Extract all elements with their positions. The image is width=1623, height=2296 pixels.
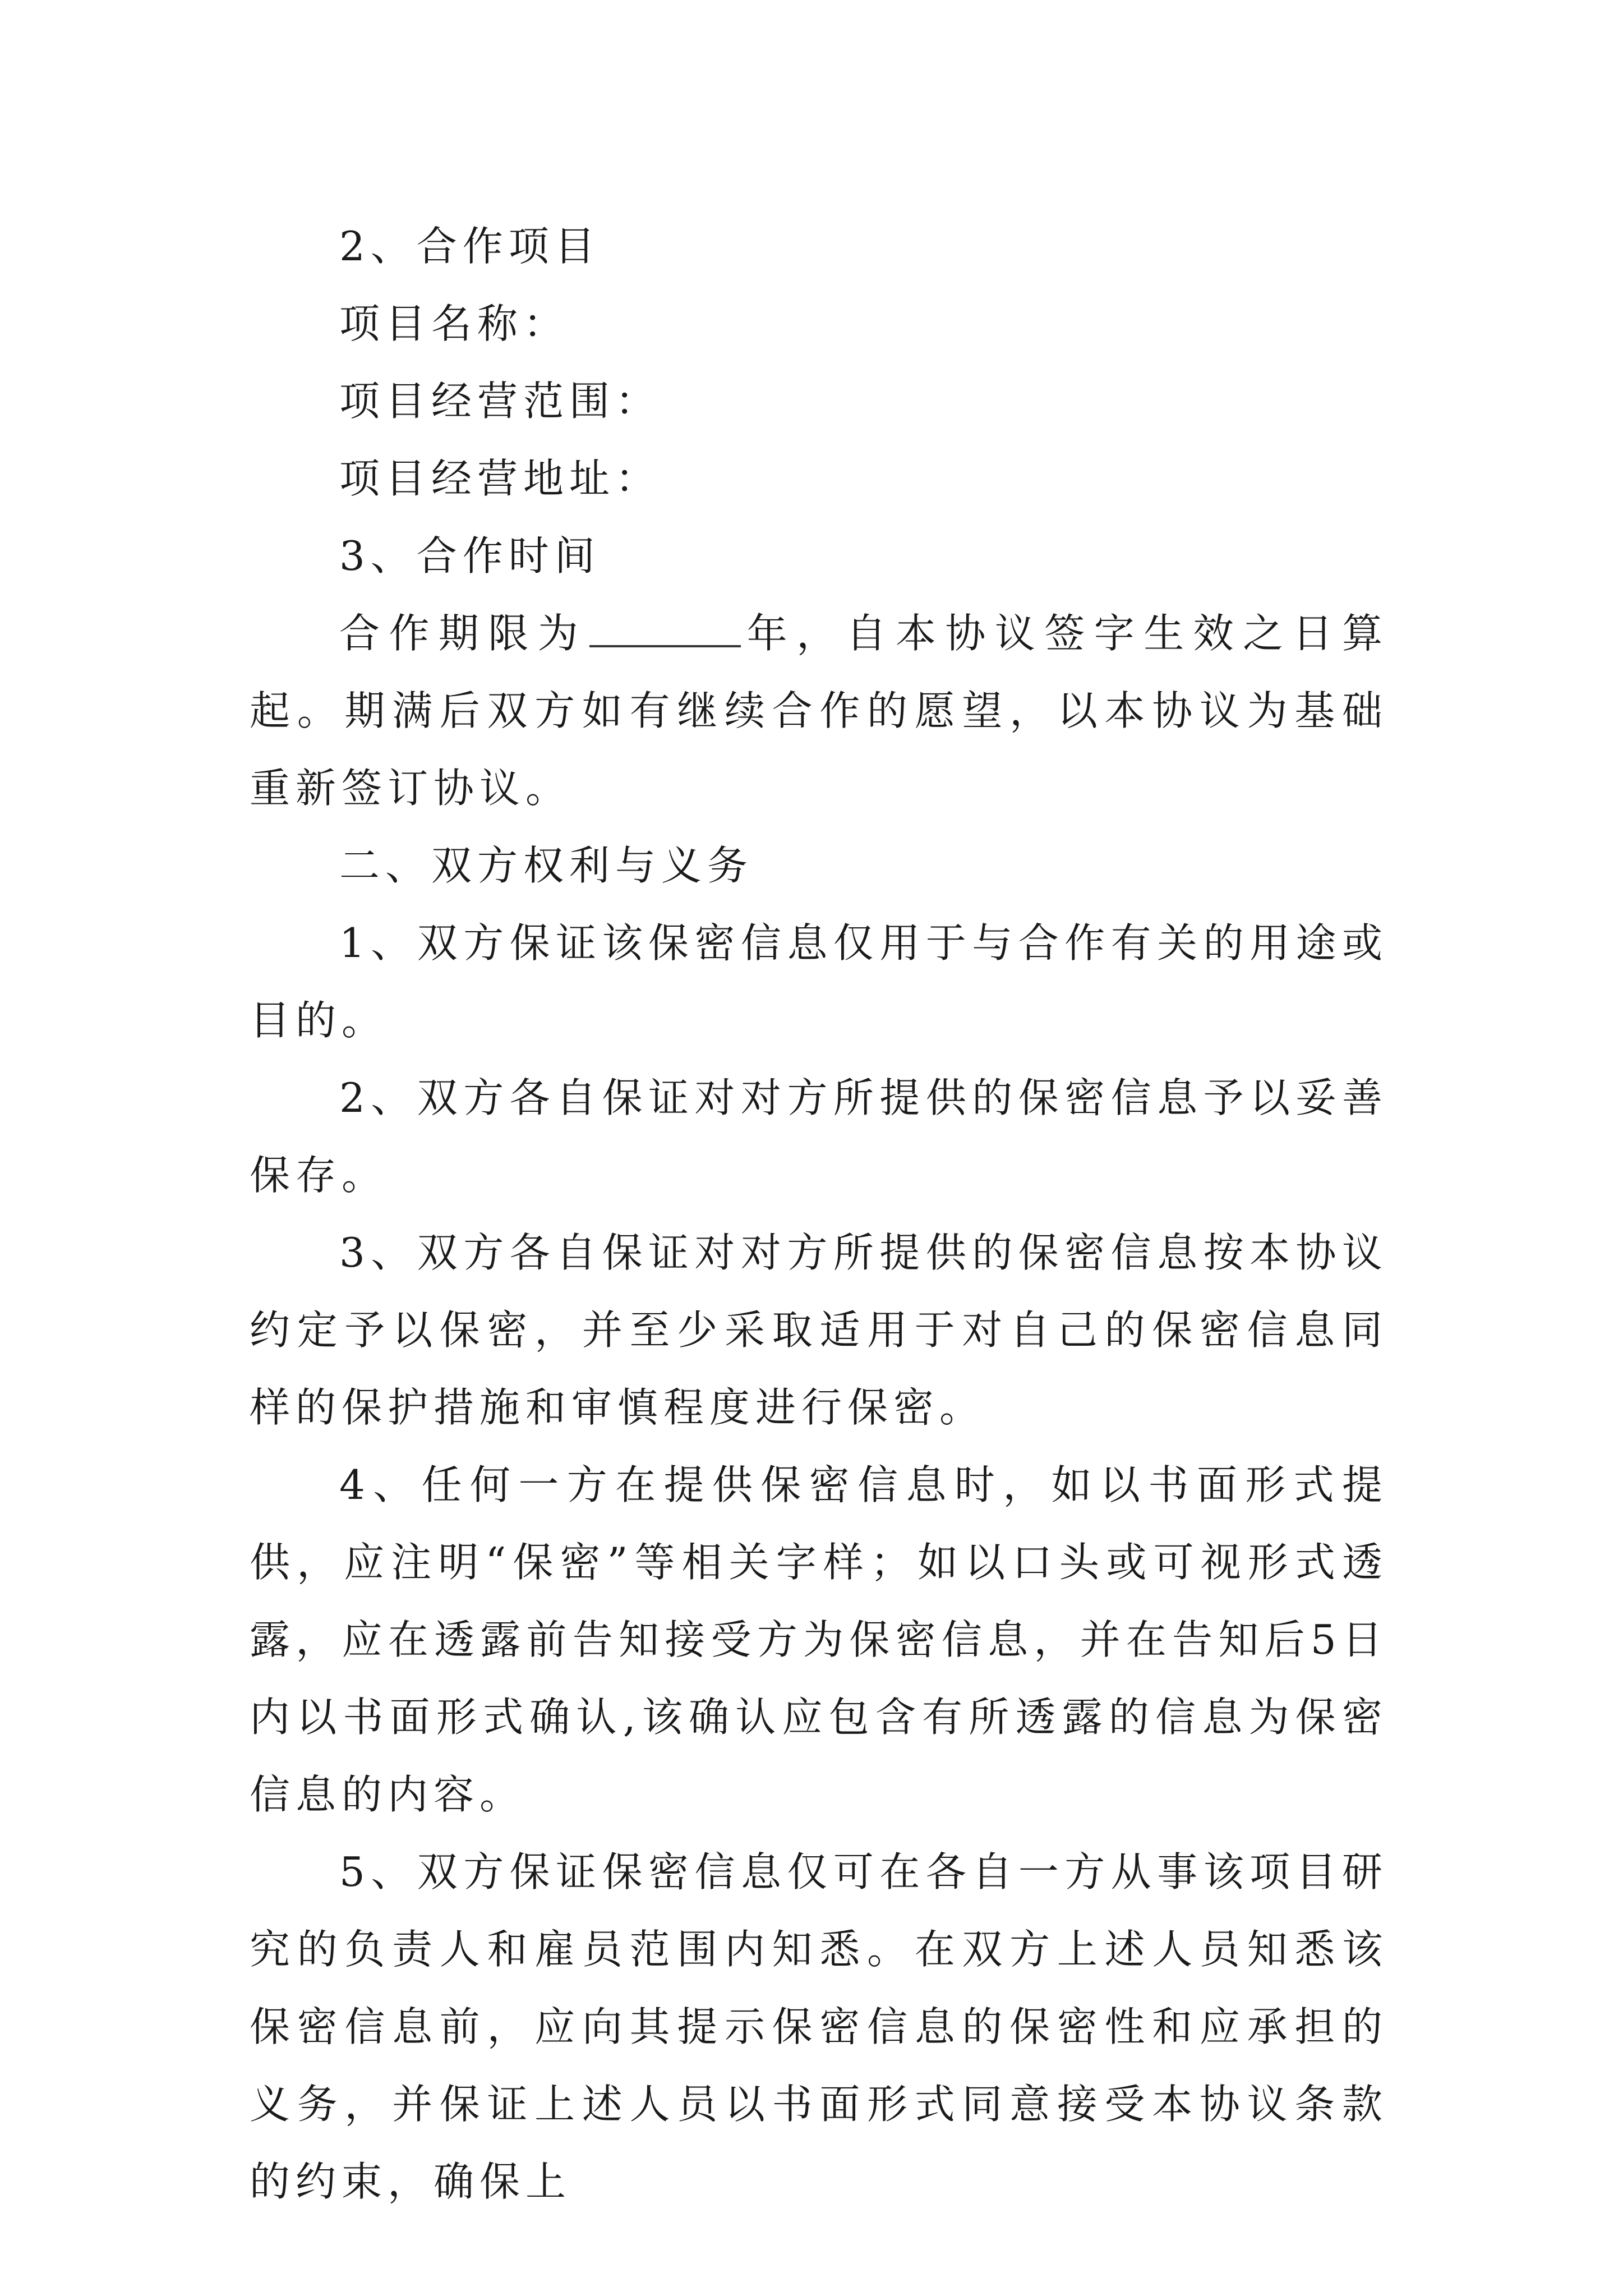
cooperation-term-paragraph — [250, 595, 1388, 827]
clause-5: 5、双方保证保密信息仅可在各自一方从事该项目研究的负责人和雇员范围内知悉。在双方上述人员知悉该保密信息前，应向其提示保密信息的保密性和应承担的义务，并保证上述人员以书面形式同意接受本协议条款的约束，确保上 — [250, 1848, 1388, 2205]
clause-2: 2、双方各自保证对对方所提供的保密信息予以妥善保存。 — [250, 1074, 1388, 1199]
document-body — [250, 208, 1388, 2220]
section-heading-cooperation-project: 2、合作项目 — [339, 223, 601, 270]
clause-3: 3、双方各自保证对对方所提供的保密信息按本协议约定予以保密，并至少采取适用于对自己的保密信息同样的保护措施和审慎程度进行保密。 — [250, 1229, 1388, 1431]
project-name-field: 项目名称： — [339, 300, 570, 347]
project-scope-field: 项目经营范围： — [339, 378, 662, 425]
clause-1: 1、双方保证该保密信息仅用于与合作有关的用途或目的。 — [250, 919, 1388, 1044]
section-heading-rights-obligations: 二、双方权利与义务 — [339, 842, 754, 889]
term-text-before: 合作期限为 — [339, 610, 588, 657]
clause-4: 4、任何一方在提供保密信息时，如以书面形式提供，应注明“保密”等相关字样；如以口头或可视形式透露，应在透露前告知接受方为保密信息，并在告知后5日内以书面形式确认,该确认应包含有所透露的信息为保密信息的内容。 — [250, 1461, 1388, 1818]
term-years-blank — [589, 610, 741, 647]
term-text-after: 年，自本协议签字生效之日算起。期满后双方如有继续合作的愿望，以本协议为基础重新签订协议。 — [250, 610, 1388, 812]
project-address-field: 项目经营地址： — [339, 455, 662, 502]
section-heading-cooperation-time: 3、合作时间 — [339, 532, 601, 579]
